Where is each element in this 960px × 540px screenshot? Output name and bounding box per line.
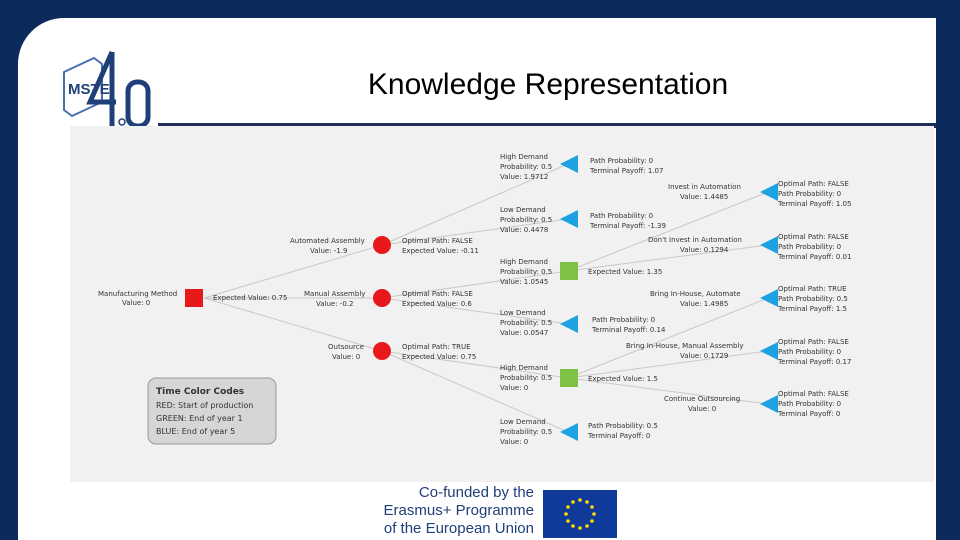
outcome-outsource-high-l3: Value: 0 xyxy=(500,384,529,392)
terminal-continue-outsourcing-l2: Path Probability: 0 xyxy=(778,400,842,408)
terminal-inhouse-manual-l1: Optimal Path: FALSE xyxy=(778,338,849,346)
branch-dont-invest-l2: Value: 0.1294 xyxy=(680,246,729,254)
outcome-manual-low-l3: Value: 0.0547 xyxy=(500,329,549,337)
mid-outsource-high-l1: Expected Value: 1.5 xyxy=(588,375,658,383)
outcome-manual-high-l2: Probability: 0.5 xyxy=(500,268,553,276)
outcome-auto-high-l3: Value: 1.9712 xyxy=(500,173,549,181)
terminal-dont-invest-l2: Path Probability: 0 xyxy=(778,243,842,251)
branch-inhouse-manual-l1: Bring In-House, Manual Assembly xyxy=(626,342,744,350)
chance-node-automated xyxy=(373,236,391,254)
branch-inhouse-automate-l2: Value: 1.4985 xyxy=(680,300,729,308)
svg-text:MSTE: MSTE xyxy=(68,81,110,98)
chance-path-manual: Optimal Path: FALSE xyxy=(402,290,473,298)
root-value: Value: 0 xyxy=(122,299,151,307)
outcome-manual-low-l1: Low Demand xyxy=(500,309,546,317)
chance-path-outsource: Optimal Path: TRUE xyxy=(402,343,471,351)
mid-auto-low-l1: Path Probability: 0 xyxy=(590,212,654,220)
outcome-outsource-low-l3: Value: 0 xyxy=(500,438,529,446)
mste-logo-icon xyxy=(42,42,158,132)
outcome-outsource-low-l1: Low Demand xyxy=(500,418,546,426)
chance-node-outsource xyxy=(373,342,391,360)
decision-node-outsource-high xyxy=(560,369,578,387)
chance-value-automated: Value: -1.9 xyxy=(310,247,348,255)
branch-inhouse-manual-l2: Value: 0.1729 xyxy=(680,352,729,360)
terminal-dont-invest-l3: Terminal Payoff: 0.01 xyxy=(778,253,852,261)
mid-manual-low-l2: Terminal Payoff: 0.14 xyxy=(592,326,666,334)
root-decision-node xyxy=(185,289,203,307)
terminal-inhouse-automate-l1: Optimal Path: TRUE xyxy=(778,285,847,293)
terminal-invest-l1: Optimal Path: FALSE xyxy=(778,180,849,188)
root-label: Manufacturing Method xyxy=(98,290,178,298)
outcome-auto-low-l3: Value: 0.4478 xyxy=(500,226,549,234)
mid-auto-low-l2: Terminal Payoff: -1.39 xyxy=(590,222,666,230)
terminal-continue-outsourcing-l3: Terminal Payoff: 0 xyxy=(778,410,841,418)
legend-title: Time Color Codes xyxy=(156,387,245,397)
terminal-continue-outsourcing-l1: Optimal Path: FALSE xyxy=(778,390,849,398)
outcome-auto-high-l1: High Demand xyxy=(500,153,548,161)
outcome-manual-low-l2: Probability: 0.5 xyxy=(500,319,553,327)
chance-node-manual xyxy=(373,289,391,307)
outcome-outsource-high-l1: High Demand xyxy=(500,364,548,372)
chance-label-manual: Manual Assembly xyxy=(304,290,366,298)
terminal-invest-l3: Terminal Payoff: 1.05 xyxy=(778,200,852,208)
chance-label-automated: Automated Assembly xyxy=(290,237,365,245)
terminal-inhouse-automate-l3: Terminal Payoff: 1.5 xyxy=(778,305,847,313)
outcome-auto-low-l2: Probability: 0.5 xyxy=(500,216,553,224)
cofunded-line-2: Erasmus+ Programme xyxy=(383,502,534,519)
cofunded-line-1: Co-funded by the xyxy=(418,484,534,501)
cofunded-notice xyxy=(374,484,534,538)
terminal-inhouse-manual-l3: Terminal Payoff: 0.17 xyxy=(778,358,852,366)
root-expected: Expected Value: 0.75 xyxy=(213,294,288,302)
branch-invest-l2: Value: 1.4485 xyxy=(680,193,729,201)
mid-manual-high-l1: Expected Value: 1.35 xyxy=(588,268,663,276)
mid-auto-high-l2: Terminal Payoff: 1.07 xyxy=(590,167,664,175)
branch-inhouse-automate-l1: Bring In-House, Automate xyxy=(650,290,741,298)
chance-expected-manual: Expected Value: 0.6 xyxy=(402,300,472,308)
mid-manual-low-l1: Path Probability: 0 xyxy=(592,316,656,324)
terminal-dont-invest-l1: Optimal Path: FALSE xyxy=(778,233,849,241)
branch-continue-outsourcing-l2: Value: 0 xyxy=(688,405,717,413)
outcome-manual-high-l3: Value: 1.0545 xyxy=(500,278,549,286)
chance-path-automated: Optimal Path: FALSE xyxy=(402,237,473,245)
legend-item-red: RED: Start of production xyxy=(156,401,254,410)
mid-outsource-low-l1: Path Probability: 0.5 xyxy=(588,422,658,430)
chance-value-manual: Value: -0.2 xyxy=(316,300,354,308)
chance-value-outsource: Value: 0 xyxy=(332,353,361,361)
eu-flag-icon xyxy=(540,488,620,540)
chance-label-outsource: Outsource xyxy=(328,343,364,351)
branch-dont-invest-l1: Don't Invest in Automation xyxy=(648,236,742,244)
terminal-invest-l2: Path Probability: 0 xyxy=(778,190,842,198)
terminal-inhouse-automate-l2: Path Probability: 0.5 xyxy=(778,295,848,303)
page-title: Knowledge Representation xyxy=(367,68,729,101)
outcome-auto-high-l2: Probability: 0.5 xyxy=(500,163,553,171)
mid-outsource-low-l2: Terminal Payoff: 0 xyxy=(588,432,651,440)
decision-tree-diagram xyxy=(70,126,934,482)
outcome-auto-low-l1: Low Demand xyxy=(500,206,546,214)
time-color-legend xyxy=(148,378,276,444)
branch-continue-outsourcing-l1: Continue Outsourcing xyxy=(664,395,741,403)
legend-item-blue: BLUE: End of year 5 xyxy=(156,427,236,436)
outcome-outsource-high-l2: Probability: 0.5 xyxy=(500,374,553,382)
chance-expected-outsource: Expected Value: 0.75 xyxy=(402,353,477,361)
legend-item-green: GREEN: End of year 1 xyxy=(156,414,243,423)
chance-expected-automated: Expected Value: -0.11 xyxy=(402,247,479,255)
mid-auto-high-l1: Path Probability: 0 xyxy=(590,157,654,165)
outcome-manual-high-l1: High Demand xyxy=(500,258,548,266)
terminal-inhouse-manual-l2: Path Probability: 0 xyxy=(778,348,842,356)
outcome-outsource-low-l2: Probability: 0.5 xyxy=(500,428,553,436)
branch-invest-l1: Invest in Automation xyxy=(668,183,741,191)
decision-node-manual-high xyxy=(560,262,578,280)
cofunded-line-3: of the European Union xyxy=(383,520,534,537)
